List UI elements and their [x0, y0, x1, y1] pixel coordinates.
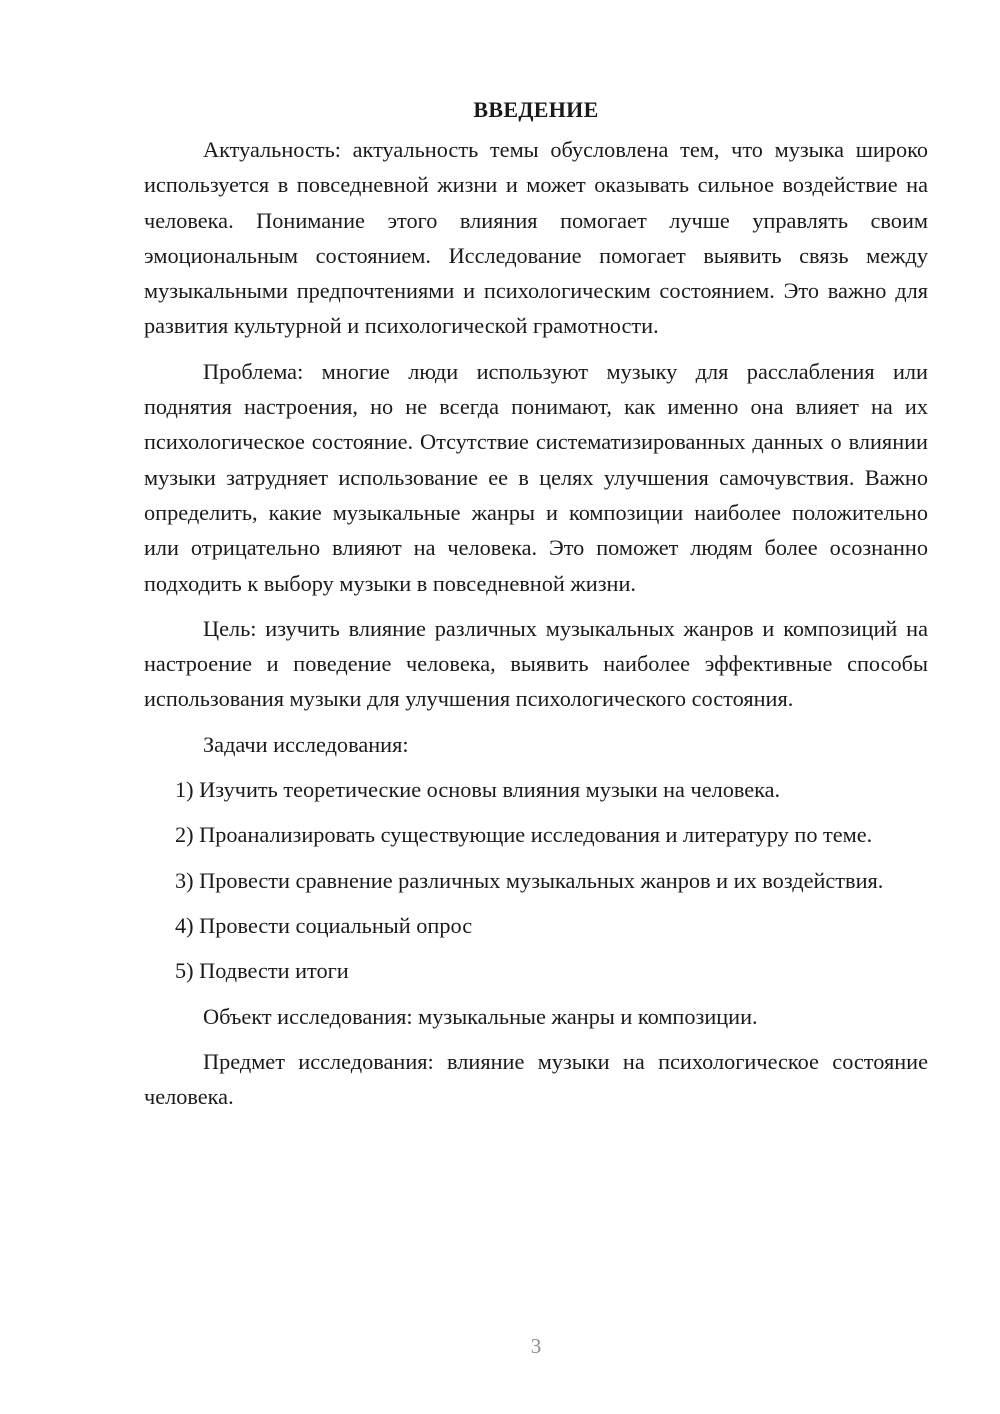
- tasks-heading: Задачи исследования:: [203, 731, 409, 757]
- task-item-1: 1) Изучить теоретические основы влияния музыки на человека.: [175, 777, 781, 803]
- research-object-paragraph: Объект исследования: музыкальные жанры и композиции.: [203, 1003, 758, 1029]
- goal-paragraph: Цель: изучить влияние различных музыкальных жанров и композиций на настроение и поведение человека, выявить наиболее эффективные способы использования музыки для улучшения психологического состояния.: [144, 615, 928, 712]
- page-title: ВВЕДЕНИЕ: [473, 97, 599, 122]
- problem-paragraph: Проблема: многие люди используют музыку для расслабления или поднятия настроения, но не всегда понимают, как именно она влияет на их психологическое состояние. Отсутствие систематизированных данных о влиянии музыки затрудняет использование ее в целях улучшения самочувствия. Важно определить, какие музыкальные жанры и композиции наиболее положительно или отрицательно влияют на человека. Это поможет людям более осознанно подходить к выбору музыки в повседневной жизни.: [144, 358, 928, 596]
- relevance-paragraph: Актуальность: актуальность темы обусловлена тем, что музыка широко используется в повседневной жизни и может оказывать сильное воздействие на человека. Понимание этого влияния помогает лучше управлять своим эмоциональным состоянием. Исследование помогает выявить связь между музыкальными предпочтениями и психологическим состоянием. Это важно для развития культурной и психологической грамотности.: [144, 137, 928, 339]
- task-item-5: 5) Подвести итоги: [175, 958, 349, 984]
- research-subject-paragraph: Предмет исследования: влияние музыки на психологическое состояние человека.: [144, 1048, 928, 1110]
- document-page: [144, 92, 928, 1124]
- page-number: 3: [530, 1334, 542, 1358]
- task-item-2: 2) Проанализировать существующие исследования и литературу по теме.: [175, 822, 873, 848]
- task-item-4: 4) Провести социальный опрос: [175, 912, 473, 938]
- task-item-3: 3) Провести сравнение различных музыкальных жанров и их воздействия.: [175, 867, 884, 893]
